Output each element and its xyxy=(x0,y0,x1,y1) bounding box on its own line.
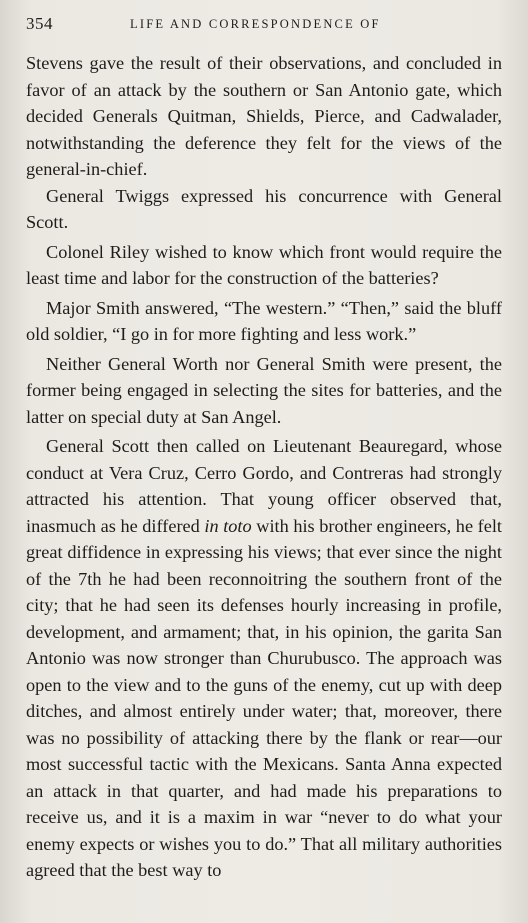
paragraph-beauregard-text-end: with his brother engineers, he felt great diffidence in expressing his views; that ever since the night of the 7th he had been reconnoitring the southern front of the city; that he had seen its defenses hourly increasing in profile, development, and armament; that, in his opinion, the garita San Antonio was now stronger than Churubusco. The approach was open to the view and to the guns of the enemy, cut up with deep ditches, and almost entirely under water; that, moreover, there was no possibility of attacking there by the flank or rear—our most successful tactic with the Mexicans. Santa Anna expected an attack in that quarter, and had made his preparations to receive us, and it is a maxim in war “never to do what your enemy expects or wishes you to do.” That all military authorities agreed that the best way to xyxy=(26,515,503,880)
page-number: 354 xyxy=(26,14,53,33)
body-text xyxy=(26,50,502,884)
paragraph-riley: Colonel Riley wished to know which front would require the least time and labor for the construction of the batteries? xyxy=(26,241,502,288)
paragraph-beauregard xyxy=(26,433,502,884)
paragraph-stevens: Stevens gave the result of their observations, and concluded in favor of an attack by the southern or San Antonio gate, which decided Generals Quitman, Shields, Pierce, and Cadwalader, notwithstanding the deference they felt for the views of the general-in-chief. xyxy=(26,53,502,179)
italic-phrase: in toto xyxy=(204,515,252,536)
running-head xyxy=(26,14,502,38)
paragraph-worth: Neither General Worth nor General Smith were present, the former being engaged in selecting the sites for batteries, and the latter on special duty at San Angel. xyxy=(26,353,502,427)
paragraph-smith: Major Smith answered, “The western.” “Then,” said the bluff old soldier, “I go in for more fighting and less work.” xyxy=(26,297,502,344)
paragraph-beauregard-text-start: General Scott then called on Lieutenant Beauregard, whose conduct at Vera Cruz, Cerro Gordo, and Contreras had strongly attracted his attention. That young officer observed that, inasmuch as he differed xyxy=(26,436,502,536)
running-title: LIFE AND CORRESPONDENCE OF xyxy=(130,17,381,31)
paragraph-twiggs: General Twiggs expressed his concurrence with General Scott. xyxy=(26,185,502,232)
